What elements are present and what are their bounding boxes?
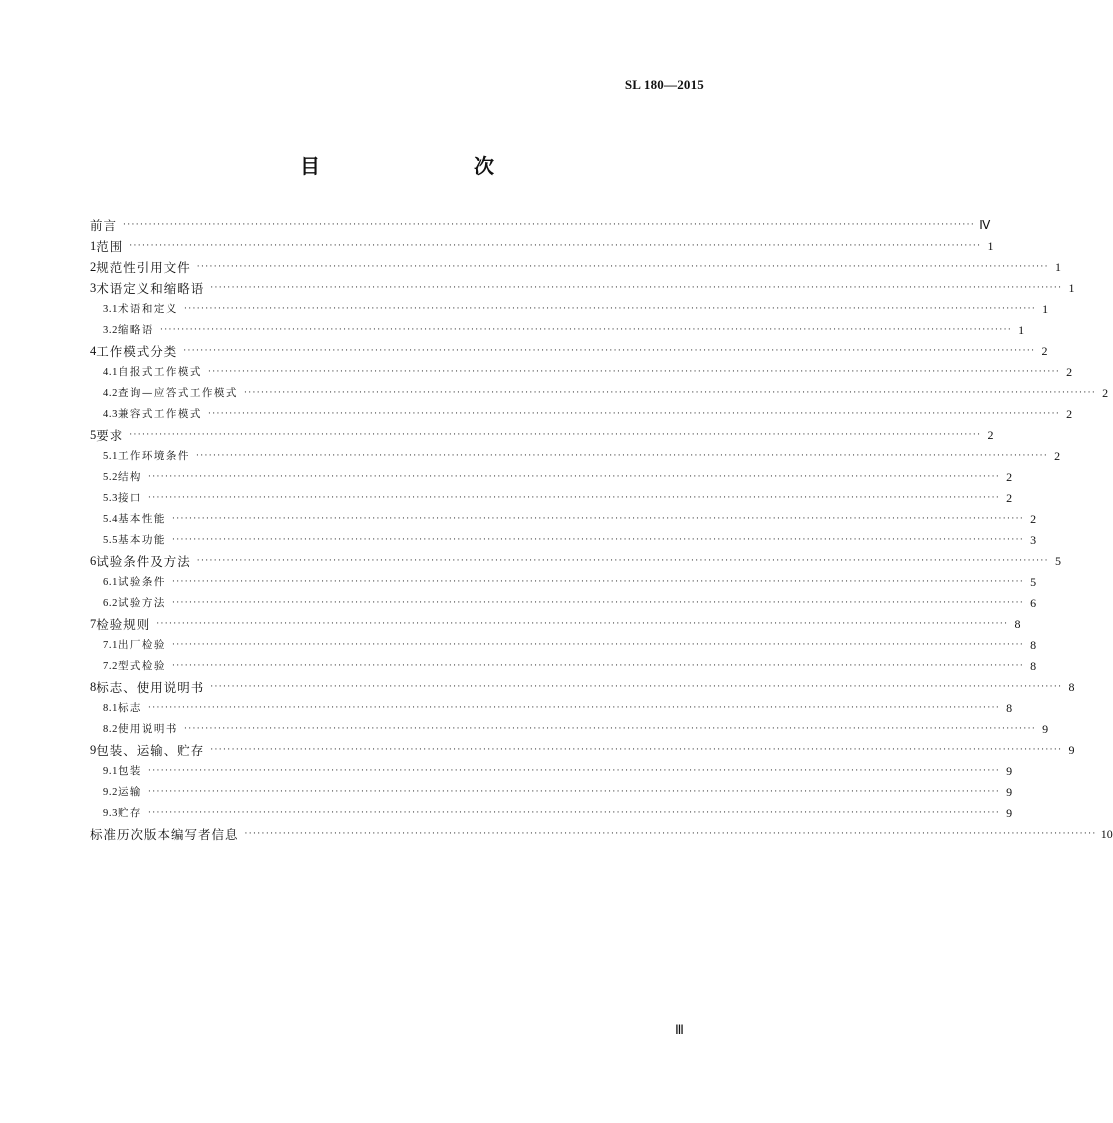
toc-leader-dots: ········································································································································································································ [171,640,1025,650]
toc-entry-number: 4.2 [103,388,118,399]
toc-entry-page: 1 [1018,323,1025,337]
toc-leader-dots: ········································································································································································································ [129,241,982,251]
toc-entry-title: 规范性引用文件 [96,260,191,275]
toc-entry-page: 8 [1014,617,1021,631]
toc-entry[interactable] [90,278,1075,299]
toc-leader-dots: ········································································································································································································ [196,262,1049,272]
toc-entry[interactable] [90,446,1061,467]
toc-entry-number: 4.1 [103,367,118,378]
toc-entry-page: 2 [1030,512,1037,526]
toc-entry[interactable] [90,362,1073,383]
toc-leader-dots: ········································································································································································································ [196,556,1049,566]
toc-leader-dots: ········································································································································································································ [183,304,1037,314]
toc-leader-dots: ········································································································································································································ [156,619,1009,629]
toc-entry-page: 8 [1068,680,1075,694]
toc-entry[interactable] [90,257,1061,278]
page-number: Ⅲ [675,1022,684,1037]
toc-leader-dots: ········································································································································································································ [159,325,1013,335]
toc-entry-title: 缩略语 [117,324,154,336]
toc-entry-page: 10 [1100,827,1113,841]
toc-leader-dots: ········································································································································································································ [244,829,1097,839]
toc-entry-title: 工作模式分类 [96,344,178,359]
toc-entry[interactable] [90,782,1013,803]
toc-entry-page: 1 [1042,302,1049,316]
toc-entry-page: 9 [1006,785,1013,799]
toc-entry[interactable] [90,236,994,257]
toc-leader-dots: ········································································································································································································ [129,430,982,440]
toc-entry-title: 包装、运输、贮存 [96,743,205,758]
toc-entry-title: 查询—应答式工作模式 [117,387,238,399]
toc-entry-title: 范围 [96,239,124,254]
toc-entry-title: 接口 [117,492,142,504]
toc-entry-title: 要求 [96,428,124,443]
toc-entry[interactable] [90,593,1037,614]
toc-entry-title: 标准历次版本编写者信息 [90,827,239,842]
toc-entry-title: 基本性能 [117,513,166,525]
toc-entry-title: 贮存 [117,807,142,819]
toc-entry-number: 6.1 [103,577,118,588]
toc-entry-title: 标志 [117,702,142,714]
toc-leader-dots: ········································································································································································································ [207,409,1061,419]
toc-leader-dots: ········································································································································································································ [171,535,1025,545]
toc-entry-number: 3.2 [103,325,118,336]
toc-entry[interactable] [90,761,1013,782]
toc-entry-page: 3 [1030,533,1037,547]
toc-leader-dots: ········································································································································································································ [183,724,1037,734]
toc-title: 目 次 [300,154,532,178]
toc-entry-title: 试验条件 [117,576,166,588]
toc-entry-number: 5.3 [103,493,118,504]
toc-entry-title: 检验规则 [96,617,151,632]
toc-entry[interactable] [90,740,1075,761]
toc-entry-number: 1 [90,239,97,253]
toc-entry-title: 使用说明书 [117,723,178,735]
toc-entry-number: 4.3 [103,409,118,420]
toc-entry-page: 8 [1030,638,1037,652]
toc-entry-title: 试验方法 [117,597,166,609]
toc-entry[interactable] [90,341,1048,362]
toc-entry-page: 2 [1006,491,1013,505]
toc-leader-dots: ········································································································································································································ [147,493,1001,503]
toc-entry-page: 9 [1006,764,1013,778]
standard-code: SL 180—2015 [624,77,704,92]
toc-entry-title: 术语和定义 [117,303,178,315]
toc-entry[interactable] [90,509,1037,530]
toc-entry[interactable] [90,803,1013,824]
toc-entry-title: 试验条件及方法 [96,554,191,569]
toc-leader-dots: ········································································································································································································ [210,745,1063,755]
toc-leader-dots: ········································································································································································································ [147,787,1001,797]
toc-entry-title: 型式检验 [117,660,166,672]
toc-entry[interactable] [90,383,1109,404]
toc-leader-dots: ········································································································································································································ [210,682,1063,692]
toc-entry-number: 5.2 [103,472,118,483]
toc-leader-dots: ········································································································································································································ [171,661,1025,671]
toc-entry-page: 1 [1068,281,1075,295]
toc-leader-dots: ········································································································································································································ [195,451,1049,461]
toc-entry-number: 7 [90,617,97,631]
toc-entry-page: 5 [1054,554,1061,568]
toc-entry[interactable] [90,320,1025,341]
toc-leader-dots: ········································································································································································································ [147,703,1001,713]
toc-entry-number: 7.2 [103,661,118,672]
toc-entry-number: 5.1 [103,451,118,462]
toc-entry-page: 2 [1066,365,1073,379]
toc-entry[interactable] [90,677,1075,698]
toc-entry-number: 6 [90,554,97,568]
toc-entry[interactable] [90,698,1013,719]
toc-entry-number: 2 [90,260,97,274]
toc-entry-page: 6 [1030,596,1037,610]
toc-entry-number: 3 [90,281,97,295]
toc-entry-number: 4 [90,344,97,358]
toc-entry-title: 包装 [117,765,142,777]
toc-entry-title: 术语定义和缩略语 [96,281,205,296]
toc-entry[interactable] [90,299,1049,320]
toc-entry[interactable] [90,824,1113,845]
toc-entry-page: 9 [1042,722,1049,736]
toc-leader-dots: ········································································································································································································ [171,598,1025,608]
toc-entry-page: 2 [1006,470,1013,484]
toc-entry-number: 8 [90,680,97,694]
toc-entry-title: 运输 [117,786,142,798]
toc-entry-title: 兼容式工作模式 [117,408,202,420]
toc-entry[interactable] [90,488,1013,509]
toc-entry-number: 5.5 [103,535,118,546]
toc-entry[interactable] [90,425,994,446]
toc-leader-dots: ········································································································································································································ [207,367,1061,377]
toc-entry-number: 3.1 [103,304,118,315]
toc-leader-dots: ········································································································································································································ [243,388,1097,398]
toc-entry-number: 8.1 [103,703,118,714]
toc-entry-page: 2 [1066,407,1073,421]
toc-entry[interactable] [90,614,1021,635]
toc-entry-number: 9.2 [103,787,118,798]
toc-entry-title: 出厂检验 [117,639,166,651]
toc-leader-dots: ········································································································································································································ [147,472,1001,482]
toc-leader-dots: ········································································································································································································ [147,808,1001,818]
toc-entry-page: 1 [987,239,994,253]
toc-entry-page: 2 [1102,386,1109,400]
toc-entry[interactable] [90,551,1061,572]
toc-entry-title: 自报式工作模式 [117,366,202,378]
toc-entry[interactable] [90,467,1013,488]
toc-entry-page: 9 [1068,743,1075,757]
toc-entry[interactable] [90,530,1037,551]
toc-entry-number: 6.2 [103,598,118,609]
toc-entry-page: 2 [987,428,994,442]
toc-entry-page: 2 [1041,344,1048,358]
toc-entry-number: 9 [90,743,97,757]
toc-entry-number: 5 [90,428,97,442]
toc-leader-dots: ········································································································································································································ [210,283,1063,293]
toc-entry[interactable] [90,635,1037,656]
toc-entry-page: 8 [1006,701,1013,715]
toc-entry-page: 1 [1054,260,1061,274]
table-of-contents [90,215,1113,845]
toc-entry-title: 标志、使用说明书 [96,680,205,695]
toc-entry-number: 9.1 [103,766,118,777]
toc-entry-title: 前言 [90,218,118,233]
toc-entry-page: 9 [1006,806,1013,820]
toc-entry-number: 5.4 [103,514,118,525]
toc-entry-number: 8.2 [103,724,118,735]
toc-leader-dots: ········································································································································································································ [147,766,1001,776]
toc-entry-title: 基本功能 [117,534,166,546]
toc-entry-number: 7.1 [103,640,118,651]
toc-entry[interactable] [90,404,1073,425]
toc-entry-page: Ⅳ [979,218,991,232]
toc-leader-dots: ········································································································································································································ [171,514,1025,524]
toc-entry-title: 工作环境条件 [117,450,190,462]
toc-entry-page: 5 [1030,575,1037,589]
toc-leader-dots: ········································································································································································································ [123,220,976,230]
toc-entry-title: 结构 [117,471,142,483]
toc-entry[interactable] [90,719,1049,740]
toc-leader-dots: ········································································································································································································ [183,346,1036,356]
toc-entry-page: 2 [1054,449,1061,463]
toc-entry[interactable] [90,656,1037,677]
toc-entry-number: 9.3 [103,808,118,819]
toc-entry[interactable] [90,215,991,236]
toc-leader-dots: ········································································································································································································ [171,577,1025,587]
toc-entry[interactable] [90,572,1037,593]
toc-entry-page: 8 [1030,659,1037,673]
